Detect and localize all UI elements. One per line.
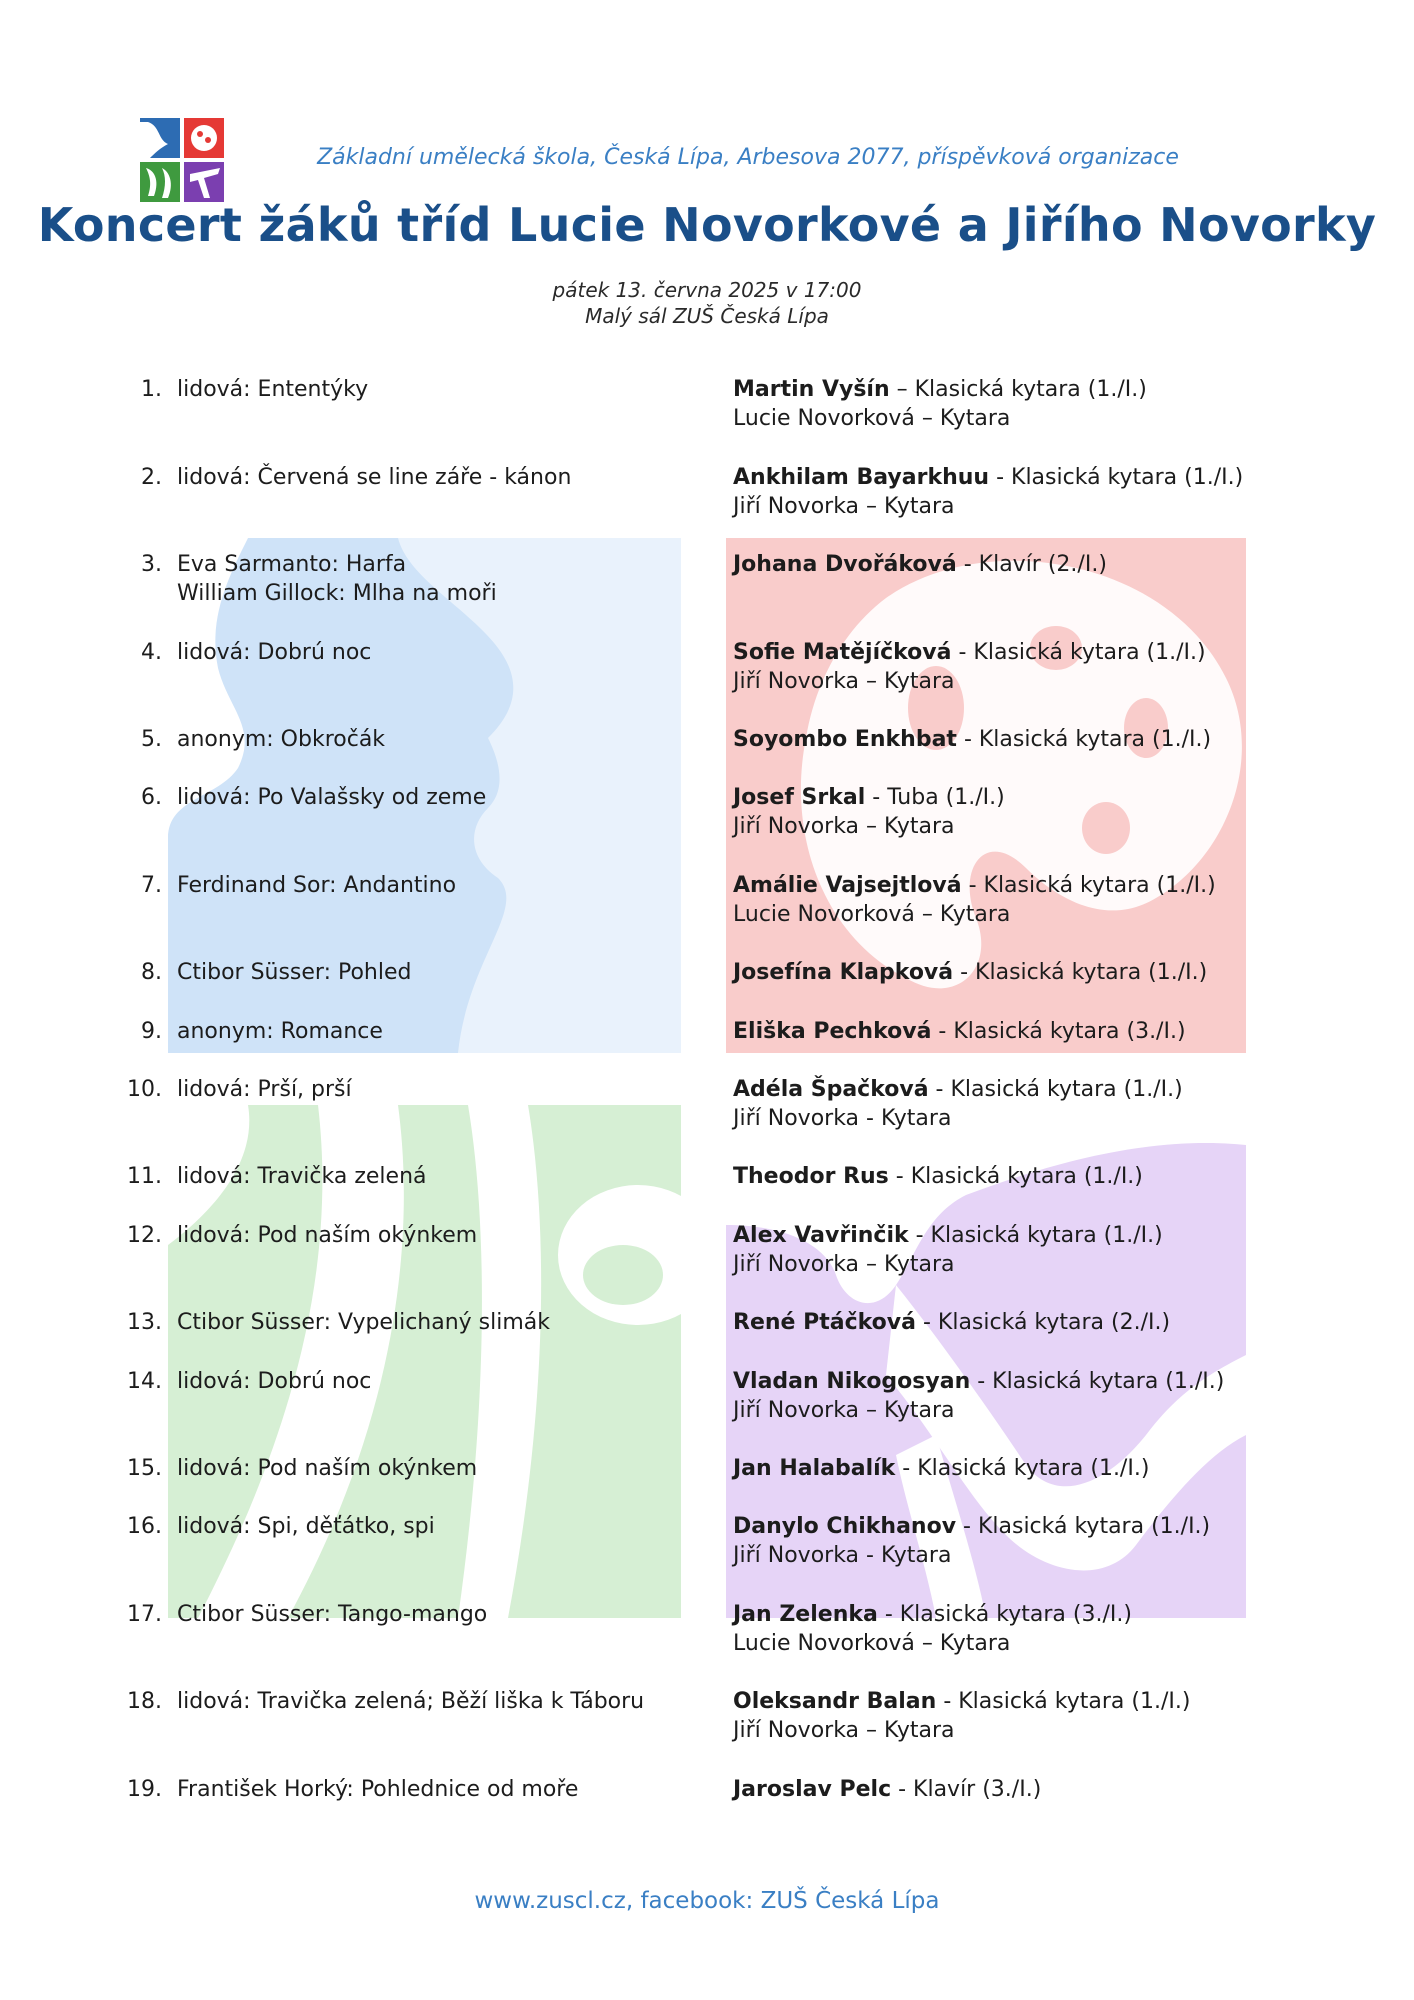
performer-instrument: - Klavír (3./I.): [891, 1776, 1042, 1802]
program-number: 5.: [141, 727, 162, 752]
accompanist: Jiří Novorka – Kytara: [733, 493, 955, 519]
program-performer: [733, 463, 1373, 521]
program-performer: [733, 1367, 1373, 1425]
performer-instrument: - Klasická kytara (1./I.): [956, 727, 1212, 752]
performer-line: [733, 1512, 1373, 1541]
program-performer: [733, 1775, 1373, 1804]
performer-name: Amálie Vajsejtlová: [733, 872, 962, 898]
program-number: 1.: [141, 377, 162, 402]
program-piece: [177, 1512, 697, 1541]
program-performer: [733, 1075, 1373, 1133]
performer-name: Vladan Nikogosyan: [733, 1368, 971, 1394]
program-piece: [177, 1600, 697, 1629]
program-number: 7.: [141, 872, 162, 898]
program-number: 8.: [141, 960, 162, 986]
piece-title: lidová: Spi, děťátko, spi: [177, 1514, 435, 1540]
performer-name: Martin Vyšín: [733, 377, 890, 402]
performer-instrument: - Klasická kytara (1./I.): [908, 1222, 1163, 1248]
program-piece: [177, 550, 697, 608]
performer-line: [733, 725, 1373, 754]
performer-name: Jan Zelenka: [733, 1601, 878, 1627]
performer-line: [733, 1687, 1373, 1716]
performer-name: Danylo Chikhanov: [733, 1514, 957, 1540]
program-performer: [733, 1017, 1373, 1046]
program-piece: [177, 463, 697, 492]
piece-title: lidová: Ententýky: [177, 377, 369, 402]
piece-title: William Gillock: Mlha na moři: [177, 581, 497, 606]
program-number: 9.: [141, 1018, 162, 1044]
program-piece: [177, 958, 697, 987]
performer-line: [733, 1308, 1373, 1337]
program-number: 15.: [127, 1456, 162, 1481]
performer-instrument: - Klasická kytara (1./I.): [951, 639, 1206, 665]
performer-instrument: - Klasická kytara (1./I.): [961, 872, 1216, 898]
performer-instrument: - Klasická kytara (1./I.): [989, 464, 1244, 490]
performer-instrument: - Klavír (2./I.): [956, 552, 1107, 577]
performer-name: Josefína Klapková: [733, 960, 954, 986]
program-piece: [177, 1017, 697, 1046]
program-piece: [177, 783, 697, 812]
program-number: 3.: [141, 552, 162, 577]
performer-instrument: - Klasická kytara (2./I.): [915, 1310, 1171, 1336]
performer-line: [733, 1017, 1373, 1046]
performer-line: [733, 1367, 1373, 1396]
program-number: 2.: [141, 464, 162, 490]
piece-title: anonym: Obkročák: [177, 727, 386, 752]
accompanist: Jiří Novorka - Kytara: [733, 1105, 952, 1131]
program-performer: [733, 958, 1373, 987]
performer-line: [733, 1162, 1373, 1191]
piece-title: lidová: Travička zelená: [177, 1164, 427, 1190]
performer-name: Johana Dvořáková: [733, 552, 957, 577]
performer-instrument: - Klasická kytara (1./I.): [970, 1368, 1225, 1394]
piece-title: lidová: Červená se line záře - kánon: [177, 464, 572, 490]
piece-title: Ferdinand Sor: Andantino: [177, 872, 457, 898]
concert-venue: Malý sál ZUŠ Česká Lípa: [585, 304, 829, 328]
piece-title: Ctibor Süsser: Vypelichaný slimák: [177, 1310, 551, 1336]
performer-line: [733, 1075, 1373, 1104]
performer-name: René Ptáčková: [733, 1310, 916, 1336]
program-performer: [733, 375, 1373, 433]
program-piece: [177, 1075, 697, 1104]
program-piece: [177, 1308, 697, 1337]
program-piece: [177, 638, 697, 667]
piece-title: lidová: Pod naším okýnkem: [177, 1456, 478, 1481]
piece-title: Ctibor Süsser: Pohled: [177, 960, 412, 986]
performer-instrument: - Klasická kytara (1./I.): [953, 960, 1208, 986]
piece-title: lidová: Dobrú noc: [177, 639, 372, 665]
program-piece: [177, 1687, 697, 1716]
performer-line: [733, 783, 1373, 812]
performer-instrument: – Klasická kytara (1./I.): [889, 377, 1147, 402]
performer-name: Soyombo Enkhbat: [733, 727, 957, 752]
performer-instrument: - Klasická kytara (1./I.): [895, 1456, 1150, 1481]
program-piece: [177, 725, 697, 754]
concert-date: pátek 13. června 2025 v 17:00: [552, 278, 862, 302]
program-performer: [733, 638, 1373, 696]
piece-title: Eva Sarmanto: Harfa: [177, 552, 407, 577]
program-performer: [733, 1221, 1373, 1279]
accompanist: Jiří Novorka – Kytara: [733, 668, 955, 694]
performer-line: [733, 375, 1373, 404]
program-number: 11.: [127, 1164, 162, 1190]
school-name: Základní umělecká škola, Česká Lípa, Arbesova 2077, příspěvková organizace: [317, 145, 1179, 170]
performer-line: [733, 1600, 1373, 1629]
accompanist: Jiří Novorka – Kytara: [733, 814, 955, 840]
program-number: 17.: [127, 1601, 162, 1627]
performer-name: Theodor Rus: [733, 1164, 889, 1190]
program-piece: [177, 871, 697, 900]
page-title: Koncert žáků tříd Lucie Novorkové a Jiřího Novorky: [37, 198, 1377, 252]
performer-instrument: - Tuba (1./I.): [865, 785, 1005, 811]
performer-instrument: - Klasická kytara (1./I.): [936, 1689, 1191, 1715]
performer-line: [733, 550, 1373, 579]
program-number: 13.: [127, 1310, 162, 1336]
accompanist: Lucie Novorková – Kytara: [733, 901, 1011, 927]
performer-name: Ankhilam Bayarkhuu: [733, 464, 990, 490]
performer-name: Alex Vavřinčik: [733, 1222, 909, 1248]
piece-title: lidová: Prší, prší: [177, 1076, 352, 1102]
program-performer: [733, 1162, 1373, 1191]
program-number: 16.: [127, 1514, 162, 1540]
program-number: 14.: [127, 1368, 162, 1394]
accompanist: Jiří Novorka – Kytara: [733, 1251, 955, 1277]
program-performer: [733, 1454, 1373, 1483]
performer-instrument: - Klasická kytara (1./I.): [888, 1164, 1143, 1190]
performer-instrument: - Klasická kytara (3./I.): [931, 1018, 1186, 1044]
piece-title: lidová: Travička zelená; Běží liška k Táboru: [177, 1689, 645, 1715]
program-number: 4.: [141, 639, 162, 665]
performer-instrument: - Klasická kytara (1./I.): [928, 1076, 1183, 1102]
accompanist: Jiří Novorka - Kytara: [733, 1543, 952, 1569]
program-performer: [733, 550, 1373, 579]
program-number: 10.: [127, 1076, 162, 1102]
piece-title: lidová: Po Valašsky od zeme: [177, 785, 487, 811]
program-number: 12.: [127, 1222, 162, 1248]
accompanist: Lucie Novorková – Kytara: [733, 406, 1011, 431]
performer-name: Adéla Špačková: [733, 1076, 929, 1102]
program-performer: [733, 1687, 1373, 1745]
program-performer: [733, 871, 1373, 929]
piece-title: lidová: Pod naším okýnkem: [177, 1222, 478, 1248]
performer-line: [733, 1775, 1373, 1804]
performer-line: [733, 463, 1373, 492]
program-performer: [733, 783, 1373, 841]
program-performer: [733, 1600, 1373, 1658]
piece-title: František Horký: Pohlednice od moře: [177, 1776, 579, 1802]
performer-line: [733, 638, 1373, 667]
performer-name: Jaroslav Pelc: [733, 1776, 892, 1802]
program-piece: [177, 1454, 697, 1483]
program-piece: [177, 375, 697, 404]
program-performer: [733, 1512, 1373, 1570]
footer-links: www.zuscl.cz, facebook: ZUŠ Česká Lípa: [474, 1888, 940, 1914]
accompanist: Jiří Novorka – Kytara: [733, 1397, 955, 1423]
piece-title: lidová: Dobrú noc: [177, 1368, 372, 1394]
performer-instrument: - Klasická kytara (1./I.): [956, 1514, 1211, 1540]
performer-instrument: - Klasická kytara (3./I.): [877, 1601, 1132, 1627]
accompanist: Lucie Novorková – Kytara: [733, 1630, 1011, 1656]
performer-line: [733, 1221, 1373, 1250]
program-number: 18.: [127, 1689, 162, 1715]
program-number: 19.: [127, 1776, 162, 1802]
performer-name: Sofie Matějíčková: [733, 639, 952, 665]
program-performer: [733, 725, 1373, 754]
program-performer: [733, 1308, 1373, 1337]
performer-name: Jan Halabalík: [733, 1456, 896, 1481]
piece-title: Ctibor Süsser: Tango-mango: [177, 1601, 488, 1627]
accompanist: Jiří Novorka – Kytara: [733, 1718, 955, 1744]
program-piece: [177, 1162, 697, 1191]
piece-title: anonym: Romance: [177, 1018, 383, 1044]
program-piece: [177, 1367, 697, 1396]
performer-name: Eliška Pechková: [733, 1018, 932, 1044]
program-piece: [177, 1775, 697, 1804]
performer-line: [733, 958, 1373, 987]
program-number: 6.: [141, 785, 162, 811]
performer-name: Oleksandr Balan: [733, 1689, 937, 1715]
performer-line: [733, 871, 1373, 900]
program-piece: [177, 1221, 697, 1250]
performer-name: Josef Srkal: [733, 785, 866, 811]
performer-line: [733, 1454, 1373, 1483]
